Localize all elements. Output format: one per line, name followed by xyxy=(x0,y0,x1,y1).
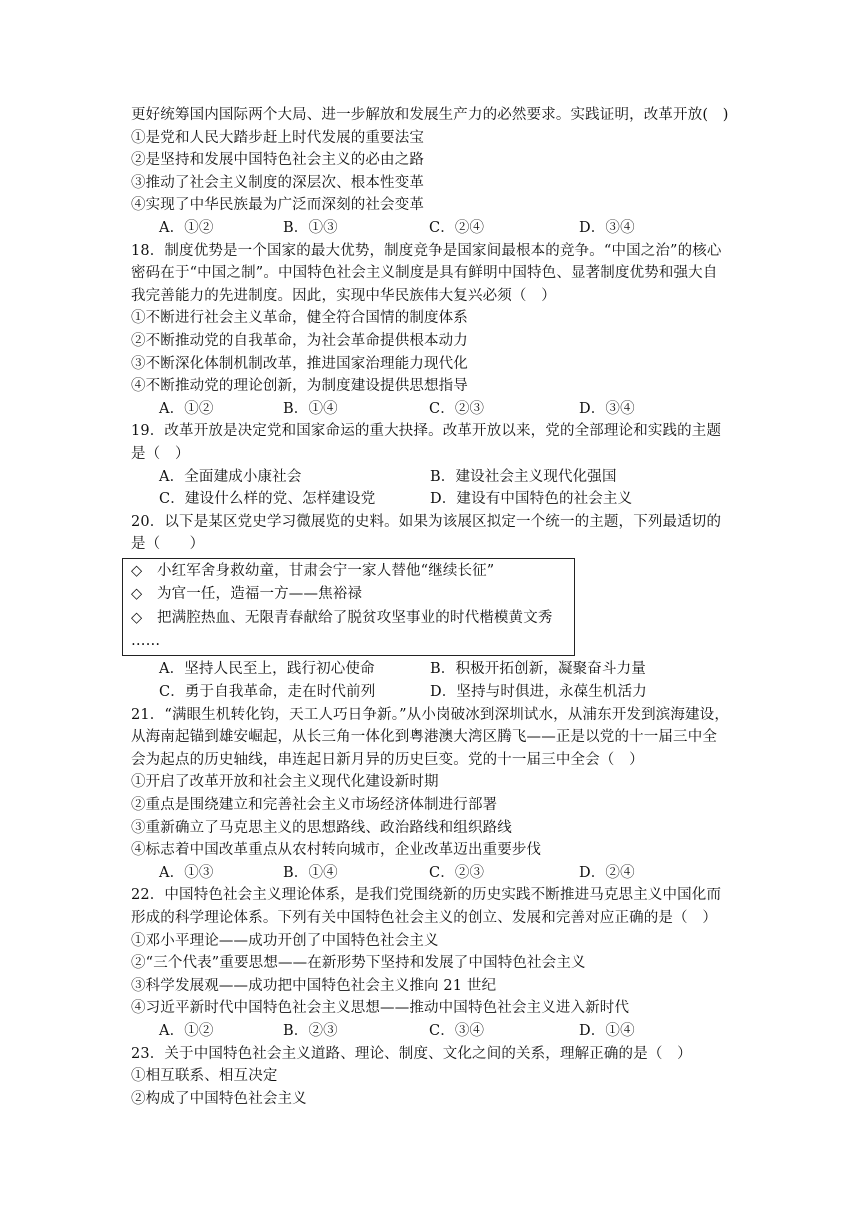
q19-options-row1 xyxy=(131,466,751,489)
exam-page xyxy=(131,104,751,1110)
q18-option-d: D．③④ xyxy=(579,400,635,417)
q18-item: ②不断推动党的自我革命，为社会革命提供根本动力 xyxy=(131,332,468,349)
q20-option-a: A．坚持人民至上，践行初心使命 xyxy=(159,661,375,678)
q17-options xyxy=(131,217,751,240)
q17-item: ②是坚持和发展中国特色社会主义的必由之路 xyxy=(131,152,424,169)
q22-option-c: C．③④ xyxy=(429,1022,485,1039)
q20-material-item: ◇ 把满腔热血、无限青春献给了脱贫攻坚事业的时代楷模黄文秀 xyxy=(131,609,553,626)
q22-options xyxy=(131,1020,751,1043)
q19-stem: 19．改革开放是决定党和国家命运的重大抉择。改革开放以来，党的全部理论和实践的主题 xyxy=(131,423,722,440)
q17-option-d: D．③④ xyxy=(579,219,635,236)
q22-item: ②“三个代表”重要思想——在新形势下坚持和发展了中国特色社会主义 xyxy=(131,955,586,972)
q22-option-d: D．①④ xyxy=(579,1022,635,1039)
q20-material-box xyxy=(122,558,575,657)
q23-item: ②构成了中国特色社会主义 xyxy=(131,1090,307,1107)
q18-item: ③不断深化体制机制改革，推进国家治理能力现代化 xyxy=(131,355,468,372)
q18-stem: 我完善能力的先进制度。因此，实现中华民族伟大复兴必须（ ） xyxy=(131,287,556,304)
q19-option-c: C．建设什么样的党、怎样建设党 xyxy=(159,491,376,508)
q18-stem: 18．制度优势是一个国家的最大优势，制度竞争是国家间最根本的竞争。“中国之治”的核心 xyxy=(131,242,722,259)
q20-material-ellipsis: …… xyxy=(131,633,161,650)
q19-option-a: A．全面建成小康社会 xyxy=(159,468,302,485)
q20-options-row2 xyxy=(131,681,751,704)
q21-item: ②重点是围绕建立和完善社会主义市场经济体制进行部署 xyxy=(131,797,498,813)
q18-stem: 密码在于“中国之制”。中国特色社会主义制度是具有鲜明中国特色、显著制度优势和强大自 xyxy=(131,265,718,282)
q21-option-c: C．②③ xyxy=(429,864,485,881)
q22-item: ③科学发展观——成功把中国特色社会主义推向 21 世纪 xyxy=(131,977,497,994)
q21-item: ③重新确立了马克思主义的思想路线、政治路线和组织路线 xyxy=(131,819,512,836)
q18-option-b: B．①④ xyxy=(283,400,338,417)
q18-item: ④不断推动党的理论创新，为制度建设提供思想指导 xyxy=(131,378,468,395)
q21-options xyxy=(131,862,751,885)
q22-option-a: A．①② xyxy=(159,1022,214,1039)
q21-option-b: B．①④ xyxy=(283,864,338,881)
q22-item: ①邓小平理论——成功开创了中国特色社会主义 xyxy=(131,932,439,949)
q21-stem: 会为起点的历史轴线，串连起日新月异的历史巨变。党的十一届三中全会（ ） xyxy=(131,751,644,768)
q17-item: ①是党和人民大踏步赶上时代发展的重要法宝 xyxy=(131,129,424,146)
q17-option-c: C．②④ xyxy=(429,219,485,236)
q21-option-d: D．②④ xyxy=(579,864,635,881)
q21-item: ①开启了改革开放和社会主义现代化建设新时期 xyxy=(131,774,439,791)
q21-item: ④标志着中国改革重点从农村转向城市，企业改革迈出重要步伐 xyxy=(131,842,542,859)
q17-option-a: A．①② xyxy=(159,219,214,236)
q19-option-d: D．建设有中国特色的社会主义 xyxy=(430,491,633,508)
q21-stem: 从海南起锚到雄安崛起，从长三角一体化到粤港澳大湾区腾飞——正是以党的十一届三中全 xyxy=(131,729,717,746)
q20-option-d: D．坚持与时俱进，永葆生机活力 xyxy=(430,684,647,701)
q17-item: ③推动了社会主义制度的深层次、根本性变革 xyxy=(131,174,424,191)
q20-stem: 是（ ） xyxy=(131,536,205,553)
q18-item: ①不断进行社会主义革命，健全符合国情的制度体系 xyxy=(131,310,468,327)
q20-stem: 20．以下是某区党史学习微展览的史料。如果为该展区拟定一个统一的主题，下列最适切的 xyxy=(131,513,722,530)
q22-stem: 形成的科学理论体系。下列有关中国特色社会主义的创立、发展和完善对应正确的是（ ） xyxy=(131,909,717,926)
q17-item: ④实现了中华民族最为广泛而深刻的社会变革 xyxy=(131,197,424,214)
q20-material-item: ◇ 小红军舍身救幼童，甘肃会宁一家人替他“继续长征” xyxy=(131,562,495,579)
q20-options-row1 xyxy=(131,658,751,681)
q23-item: ①相互联系、相互决定 xyxy=(131,1068,278,1085)
q19-stem: 是（ ） xyxy=(131,445,190,462)
q22-stem: 22．中国特色社会主义理论体系，是我们党围绕新的历史实践不断推进马克思主义中国化而 xyxy=(131,887,722,904)
q21-stem: 21．“满眼生机转化钧，天工人巧日争新。”从小岗破冰到深圳试水，从浦东开发到滨海建设， xyxy=(131,706,729,723)
q20-option-c: C．勇于自我革命，走在时代前列 xyxy=(159,684,376,701)
q22-item: ④习近平新时代中国特色社会主义思想——推动中国特色社会主义进入新时代 xyxy=(131,1000,630,1017)
q18-option-a: A．①② xyxy=(159,400,214,417)
q19-option-b: B．建设社会主义现代化强国 xyxy=(430,468,617,485)
q22-option-b: B．②③ xyxy=(283,1022,338,1039)
q20-material-item: ◇ 为官一任，造福一方——焦裕禄 xyxy=(131,586,363,603)
q21-option-a: A．①③ xyxy=(159,864,214,881)
q18-option-c: C．②③ xyxy=(429,400,485,417)
q17-stem-tail: 更好统筹国内国际两个大局、进一步解放和发展生产力的必然要求。实践证明，改革开放( ) xyxy=(131,107,729,123)
q19-options-row2 xyxy=(131,488,751,511)
q18-options xyxy=(131,398,751,421)
q23-stem: 23．关于中国特色社会主义道路、理论、制度、文化之间的关系，理解正确的是（ ） xyxy=(131,1045,692,1062)
q20-option-b: B．积极开拓创新，凝聚奋斗力量 xyxy=(430,661,646,678)
q17-option-b: B．①③ xyxy=(283,219,338,236)
